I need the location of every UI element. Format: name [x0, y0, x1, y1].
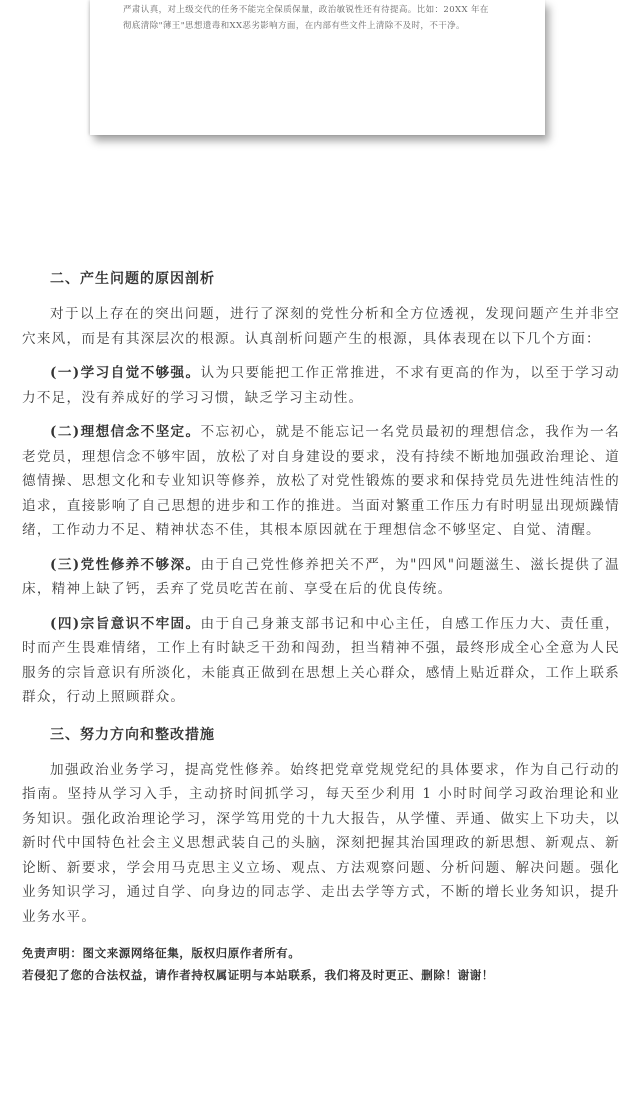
cause-text: 由于自己党性修养把关不严，为"四风"问题滋生、滋长提供了温床，精神上缺了钙，丢弃了党员吃苦在前、享受在后的优良传统。 — [22, 556, 620, 597]
cause-text: 认为只要能把工作正常推进，不求有更高的作为，以至于学习动力不足，没有养成好的学习习惯，缺乏学习主动性。 — [22, 365, 620, 406]
cause-paragraph — [22, 361, 620, 410]
article-body — [22, 268, 620, 929]
cause-heading: (一)学习自觉不够强。 — [50, 365, 201, 381]
measures-paragraph: 加强政治业务学习，提高党性修养。始终把党章党规党纪的具体要求，作为自己行动的指南。坚持从学习入手，主动挤时间抓学习，每天至少利用 1 小时时间学习政治理论和业务知识。强化政治理论学习，深学笃用党的十九大报告，从学懂、弄通、做实上下功夫，以新时代中国特色社会主义思想武装自己的头脑，深刻把握其治国理政的新思想、新观点、新论断、新要求，学会用马克思主义立场、观点、方法观察问题、分析问题、解决问题。强化业务知识学习，通过自学、向身边的同志学、走出去学等方式，不断的增长业务知识，提升业务水平。 — [22, 761, 620, 925]
disclaimer-line: 免责声明：图文来源网络征集，版权归原作者所有。 — [22, 946, 301, 960]
section-heading: 三、努力方向和整改措施 — [50, 726, 215, 743]
cause-paragraph — [22, 553, 620, 602]
preview-text-line: 严肃认真，对上级交代的任务不能完全保质保量，政治敏锐性还有待提高。比如：20XX 年在 — [123, 5, 489, 15]
document-preview-image — [90, 0, 545, 135]
cause-text: 由于自己身兼支部书记和中心主任，自感工作压力大、责任重，时而产生畏难情绪，工作上有时缺乏干劲和闯劲，担当精神不强，最终形成全心全意为人民服务的宗旨意识有所淡化，未能真正做到在思想上关心群众，感情上贴近群众，工作上联系群众，行动上照顾群众。 — [22, 615, 620, 705]
cause-paragraph — [22, 612, 620, 710]
intro-paragraph: 对于以上存在的突出问题，进行了深刻的党性分析和全方位透视，发现问题产生并非空穴来风，而是有其深层次的根源。认真剖析问题产生的根源，具体表现在以下几个方面： — [22, 306, 620, 347]
preview-text-line: 彻底清除"薄王"思想遗毒和XX恶劣影响方面，在内部有些文件上清除不及时，不干净。 — [123, 21, 465, 31]
cause-heading: (二)理想信念不坚定。 — [50, 424, 201, 440]
section-heading: 二、产生问题的原因剖析 — [50, 271, 215, 287]
cause-text: 不忘初心，就是不能忘记一名党员最初的理想信念，我作为一名老党员，理想信念不够牢固，放松了对自身建设的要求，没有持续不断地加强政治理论、道德情操、思想文化和专业知识等修养，放松了对党性锻炼的要求和保持党员先进性纯洁性的追求，直接影响了自己思想的进步和工作的推进。当面对繁重工作压力有时明显出现烦躁情绪，工作动力不足、精神状态不佳，其根本原因就在于理想信念不够坚定、自觉、清醒。 — [22, 424, 620, 538]
disclaimer — [22, 942, 494, 986]
cause-paragraph — [22, 420, 620, 543]
cause-heading: (三)党性修养不够深。 — [50, 556, 201, 573]
disclaimer-line: 若侵犯了您的合法权益，请作者持权属证明与本站联系，我们将及时更正、删除！谢谢！ — [22, 968, 494, 982]
cause-heading: (四)宗旨意识不牢固。 — [50, 615, 201, 632]
